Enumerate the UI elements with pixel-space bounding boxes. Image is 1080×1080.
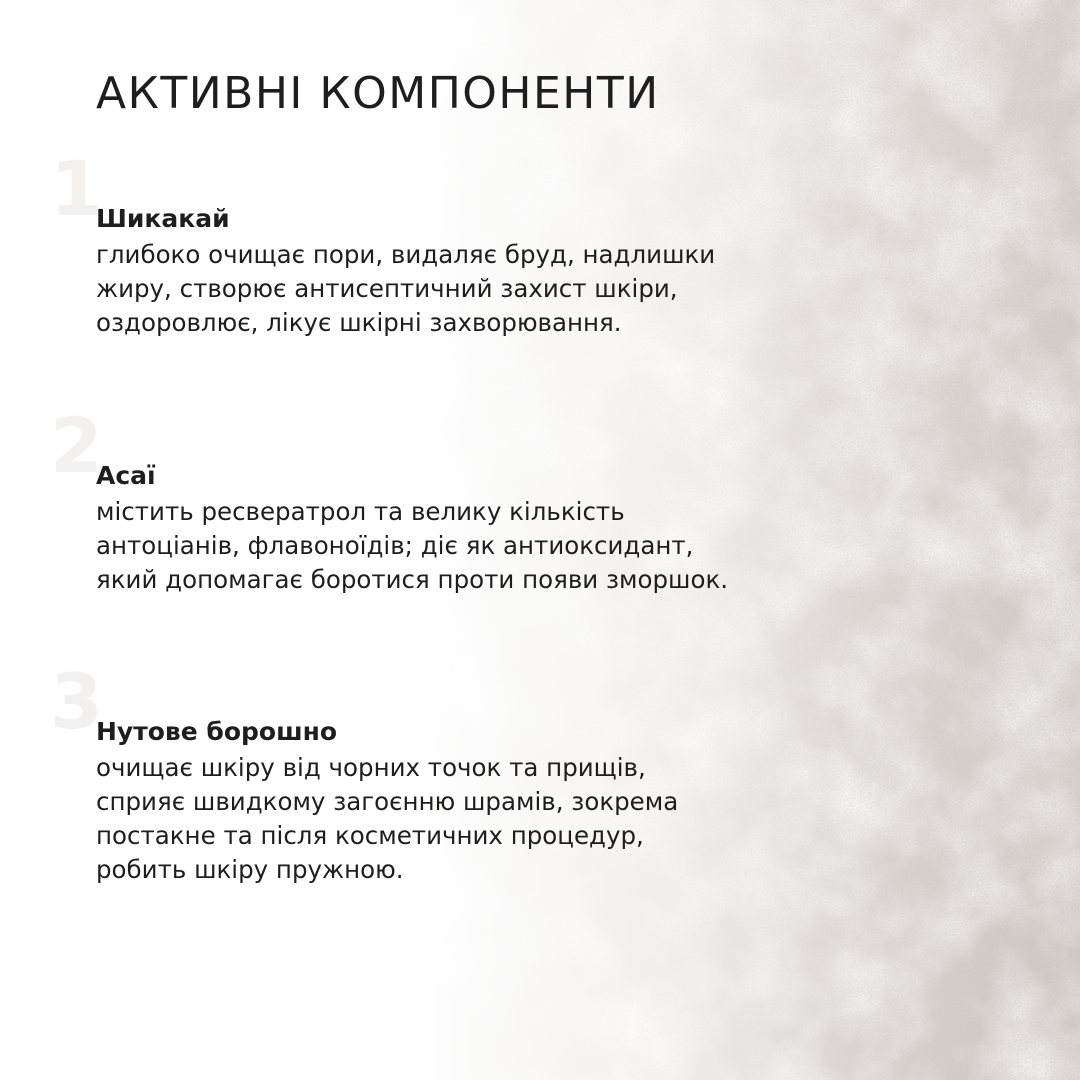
ingredient-item bbox=[50, 657, 679, 887]
ingredient-item bbox=[50, 401, 729, 597]
ingredient-number: 2 bbox=[50, 401, 103, 490]
ingredient-number: 3 bbox=[50, 657, 103, 746]
ingredient-name: Асаї bbox=[96, 461, 156, 490]
ingredient-name: Шикакай bbox=[96, 204, 230, 233]
ingredient-number: 1 bbox=[50, 144, 103, 233]
ingredient-description: містить ресвератрол та велику кількість антоціанів, флавоноїдів; діє як антиоксидант, який допомагає боротися проти появи зморшок. bbox=[96, 497, 729, 594]
ingredient-description: глибоко очищає пори, видаляє бруд, надлишки жиру, створює антисептичний захист шкіри, оздоровлює, лікує шкірні захворювання. bbox=[96, 240, 716, 337]
ingredient-item bbox=[50, 144, 716, 340]
ingredient-description: очищає шкіру від чорних точок та прищів, сприяє швидкому загоєнню шрамів, зокрема постакне та після косметичних процедур, робить шкіру пружною. bbox=[96, 753, 679, 884]
ingredient-name: Нутове борошно bbox=[96, 717, 338, 746]
page-title: АКТИВНІ КОМПОНЕНТИ bbox=[96, 68, 660, 119]
